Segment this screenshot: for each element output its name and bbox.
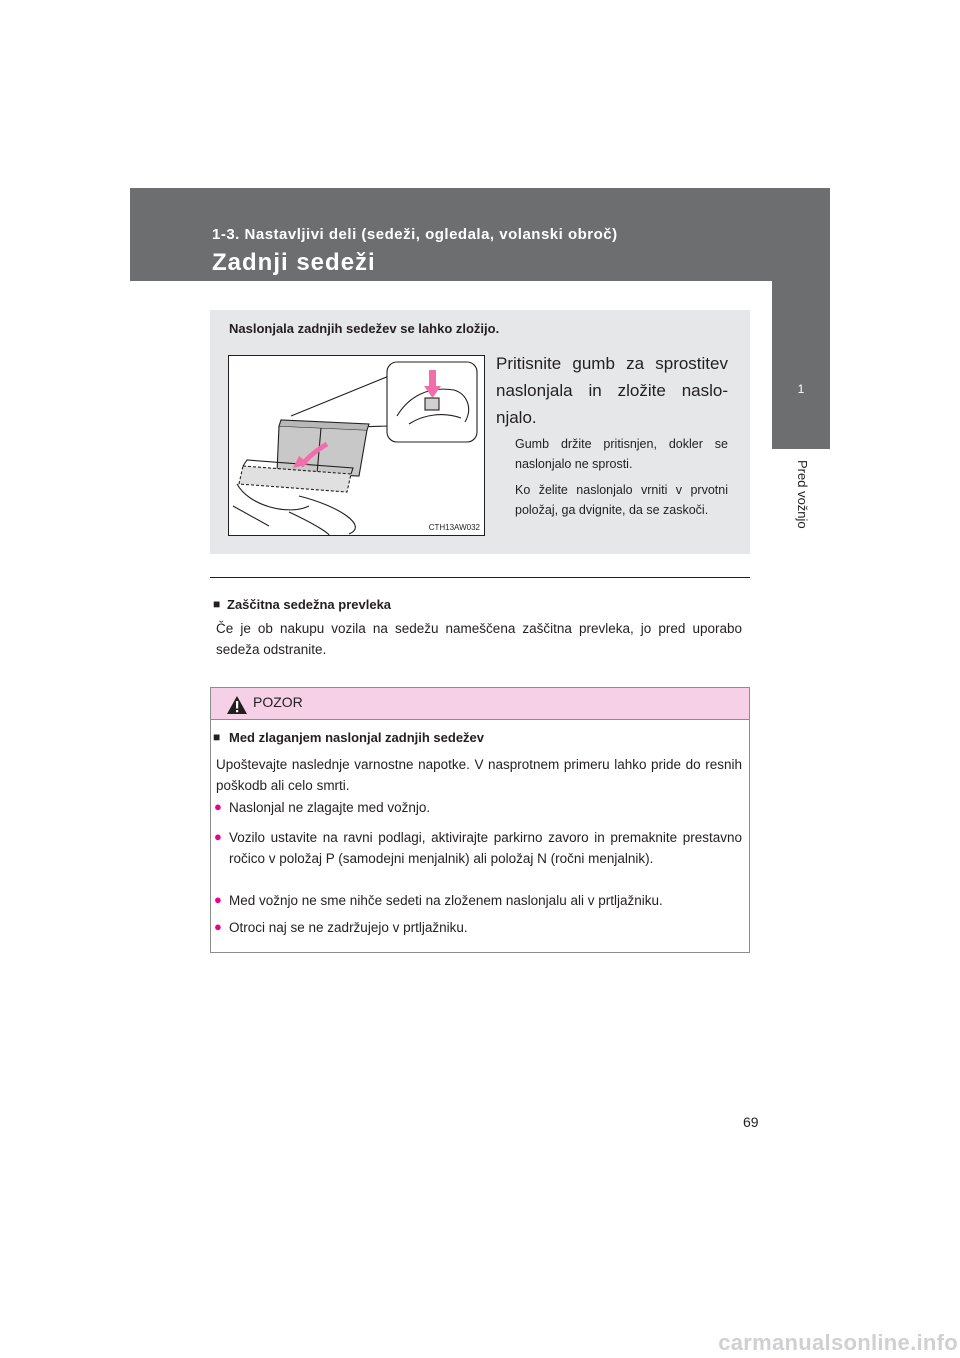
warning-item: Vozilo ustavite na ravni podlagi, aktivirajte parkirno zavoro in premaknite prestavno ročico v položaj P (samodejni menjalnik) ali položaj N (ročni menjalnik). [229, 830, 742, 866]
sub-heading: Zaščitna sedežna prevleka [227, 597, 392, 612]
bullet-dot-icon: ● [214, 892, 222, 907]
page-number: 69 [743, 1114, 759, 1130]
warning-item: Naslonjal ne zlagajte med vožnjo. [229, 800, 431, 815]
figure-code: CTH13AW032 [428, 523, 480, 532]
note: Gumb držite pritisnjen, dokler se naslonjalo ne sprosti. [515, 437, 728, 471]
step-text: Pritisnite gumb za sprostitev naslonjala in zložite naslo-njalo. [496, 354, 728, 427]
watermark: carmanualsonline.info [718, 1330, 958, 1355]
warning-heading: Med zlaganjem naslonjal zadnjih sedežev [229, 730, 485, 745]
section-title: 1-3. Nastavljivi deli (sedeži, ogledala, volanski obroč) [212, 226, 618, 243]
seat-illustration [228, 355, 485, 536]
warning-box [210, 687, 750, 953]
note: Ko želite naslonjalo vrniti v prvotni položaj, ga dvignite, da se zaskoči. [515, 483, 728, 517]
warning-item: Otroci naj se ne zadržujejo v prtljažniku. [229, 920, 468, 935]
warning-triangle-icon [226, 695, 248, 715]
page-title: Zadnji sedeži [212, 249, 376, 276]
square-bullet-icon: ■ [213, 597, 221, 611]
paragraph: Če je ob nakupu vozila na sedežu nameščena zaščitna prevleka, jo pred uporabo sedeža odstranite. [216, 621, 742, 657]
chapter-tab [772, 281, 830, 449]
chapter-number: 1 [797, 382, 805, 396]
info-heading: Naslonjala zadnjih sedežev se lahko zložijo. [229, 321, 500, 336]
bullet-dot-icon: ● [214, 799, 222, 814]
bullet-dot-icon: ● [214, 919, 222, 934]
bullet-dot-icon: ● [214, 829, 222, 844]
chapter-label: Pred vožnjo [795, 460, 810, 529]
warning-title: POZOR [253, 694, 303, 710]
square-bullet-icon: ■ [213, 730, 221, 744]
divider [210, 577, 750, 578]
warning-item: Med vožnjo ne sme nihče sedeti na zloženem naslonjalu ali v prtljažniku. [229, 893, 663, 908]
seat-fold-diagram [229, 356, 484, 535]
warning-intro: Upoštevajte naslednje varnostne napotke. V nasprotnem primeru lahko pride do resnih poškodb ali celo smrti. [216, 757, 742, 793]
